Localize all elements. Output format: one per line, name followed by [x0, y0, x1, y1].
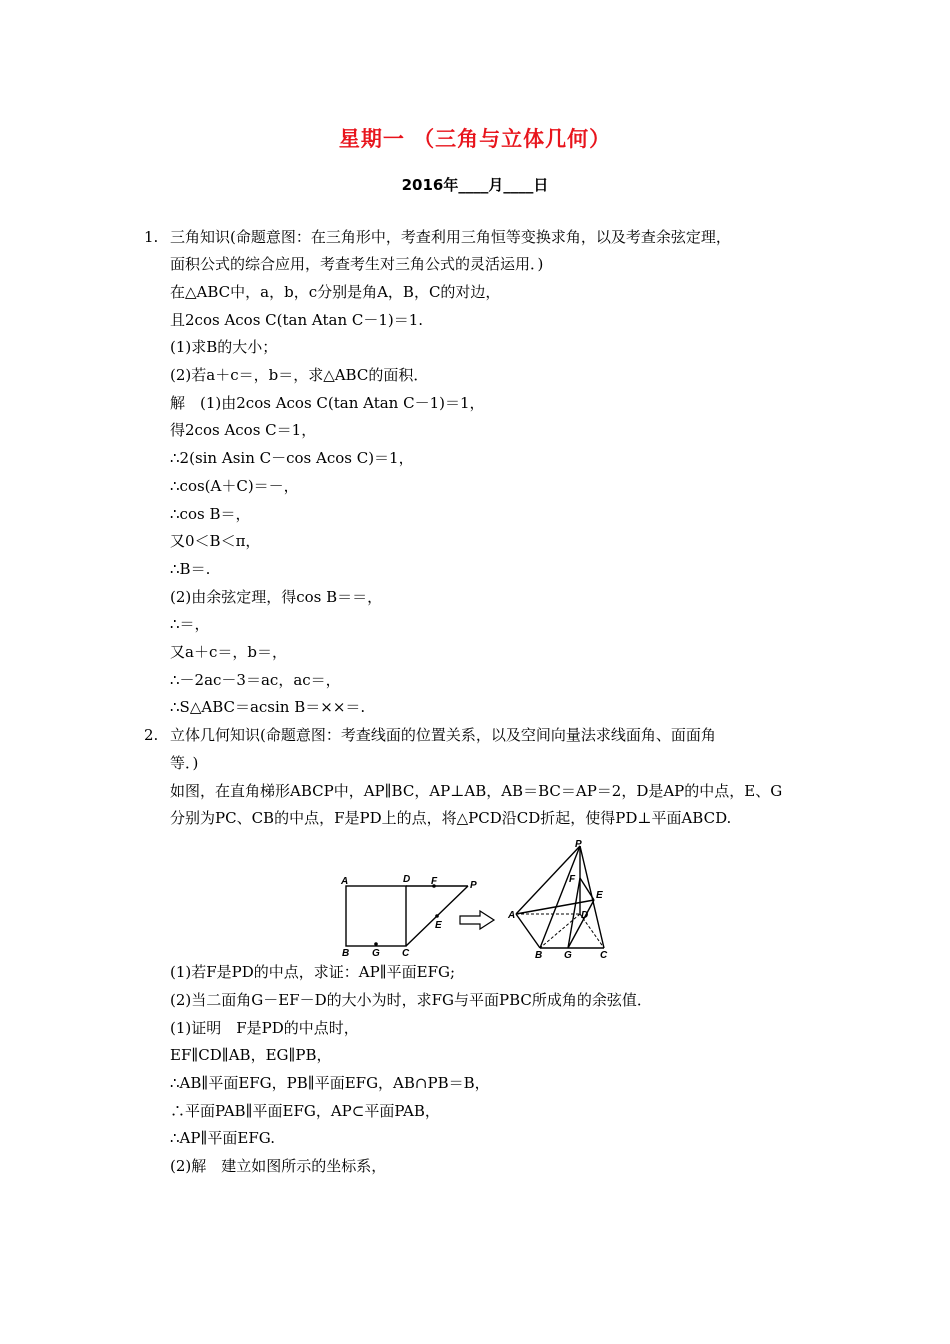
q2-after-line: (1)证明 F是PD的中点时， [170, 1019, 359, 1037]
label-d: D [403, 874, 411, 885]
label-d: D [581, 910, 589, 921]
q1-line: ∴B＝. [170, 560, 211, 578]
segment-fe [580, 878, 594, 900]
q2-after-line: (1)若F是PD的中点，求证：AP∥平面EFG; [170, 963, 456, 981]
point-g [374, 942, 378, 946]
label-p: P [575, 839, 582, 850]
question-2-number: 2. [144, 726, 159, 744]
label-p: P [470, 880, 477, 891]
label-g: G [372, 948, 380, 959]
edge-ab [516, 914, 540, 948]
q1-line: 且2cos Acos C(tan Atan C－1)＝1. [170, 311, 424, 329]
q1-line: (2)由余弦定理，得cos B＝＝， [170, 588, 383, 606]
square-abcd [346, 886, 406, 946]
q1-line: (1)求B的大小； [170, 338, 278, 356]
label-a: A [341, 876, 349, 887]
q2-after-line: (2)当二面角G－EF－D的大小为时，求FG与平面PBC所成角的余弦值． [170, 991, 652, 1009]
q2-line: 分别为PC、CB的中点，F是PD上的点，将△PCD沿CD折起，使得PD⊥平面ABCD. [170, 809, 732, 827]
q1-line: ∴cos B＝， [170, 505, 251, 523]
arrow-icon [460, 911, 494, 929]
q2-after-line: ∴平面PAB∥平面EFG，AP⊂平面PAB， [170, 1102, 440, 1120]
folded-pyramid-diagram [516, 846, 604, 948]
date-line: 2016年____月____日 [401, 176, 549, 194]
point-e [435, 914, 439, 918]
q1-line: 得2cos Acos C＝1， [170, 421, 317, 439]
q1-line: ∴－2ac－3＝ac，ac＝， [170, 671, 341, 689]
page-title: 星期一 （三角与立体几何） [338, 127, 612, 151]
q1-line: ∴＝， [170, 615, 210, 633]
flat-trapezoid-diagram [346, 886, 468, 946]
q1-line: 又0＜B＜π， [170, 532, 261, 550]
q2-line: 如图，在直角梯形ABCP中，AP∥BC，AP⊥AB，AB＝BC＝AP＝2，D是AP的中点，E、G [170, 782, 783, 800]
q1-line: 三角知识(命题意图：在三角形中，考查利用三角恒等变换求角，以及考查余弦定理， [170, 228, 731, 246]
q1-line: ∴2(sin Asin C－cos Acos C)＝1， [170, 449, 414, 467]
edge-pb [540, 846, 580, 948]
label-e: E [596, 890, 603, 901]
q1-line: 又a＋c＝，b＝， [170, 643, 287, 661]
label-b: B [535, 950, 543, 960]
q1-line: 在△ABC中，a，b，c分别是角A，B，C的对边， [170, 283, 501, 301]
label-e: E [435, 920, 442, 931]
q2-after-line: EF∥CD∥AB，EG∥PB， [170, 1046, 332, 1064]
q2-after-line: ∴AP∥平面EFG. [170, 1129, 275, 1147]
geometry-figure [338, 838, 618, 960]
q2-line: 等．) [170, 754, 199, 772]
q2-line: 立体几何知识(命题意图：考查线面的位置关系，以及空间向量法求线面角、面面角 [170, 726, 716, 744]
q1-line: ∴S△ABC＝acsin B＝××＝. [170, 698, 366, 716]
label-f: F [431, 876, 438, 887]
label-c: C [402, 948, 410, 959]
label-f: F [569, 874, 576, 885]
q1-line: (2)若a＋c＝，b＝，求△ABC的面积． [170, 366, 429, 384]
question-1-number: 1. [144, 228, 159, 246]
q2-after-line: ∴AB∥平面EFG，PB∥平面EFG，AB∩PB＝B， [170, 1074, 490, 1092]
label-g: G [564, 950, 572, 960]
q1-line: ∴cos(A＋C)＝－， [170, 477, 299, 495]
q1-line: 解 (1)由2cos Acos C(tan Atan C－1)＝1， [170, 394, 485, 412]
q2-after-line: (2)解 建立如图所示的坐标系， [170, 1157, 387, 1175]
label-a: A [508, 910, 516, 921]
label-c: C [600, 950, 608, 960]
hidden-edges [516, 914, 604, 948]
q1-line: 面积公式的综合应用，考查考生对三角公式的灵活运用．) [170, 255, 544, 273]
label-b: B [342, 948, 350, 959]
